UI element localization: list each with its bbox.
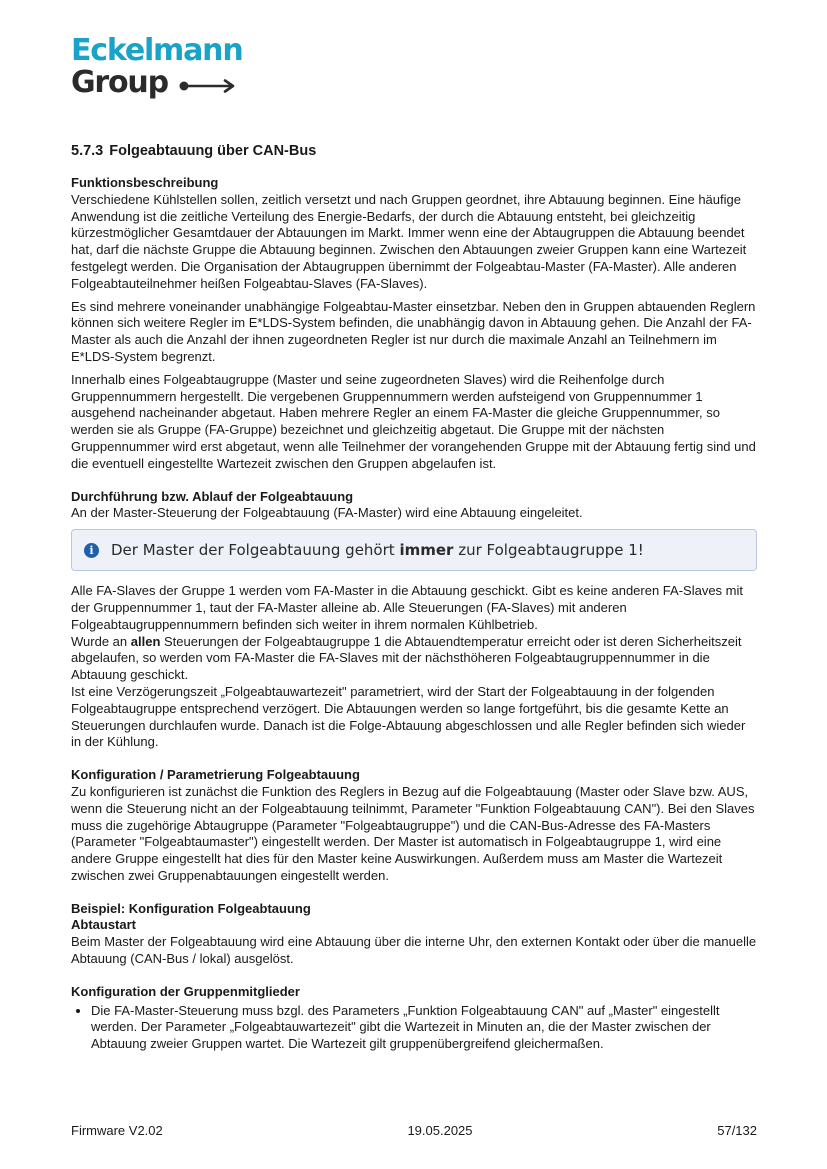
bullet-list — [71, 1003, 757, 1053]
logo-text-group: Group — [71, 65, 168, 100]
paragraph: Innerhalb eines Folgeabtaugruppe (Master und seine zugeordneten Slaves) wird die Reihenfolge durch Gruppennummern hergestellt. Die vergebenen Gruppennummern werden aufsteigend von Gruppennummer 1 ausgehend nacheinander abgetaut. Haben mehrere Regler an einem FA-Master die gleiche Gruppennummer, so werden sie als Gruppe (FA-Gruppe) bezeichnet und gleichzeitig abgetaut. Die Gruppe mit der nächsten Gruppennummer wird erst abgetaut, wenn alle Teilnehmer der vorangehenden Gruppe mit der Abtauung fertig sind und die eventuell eingestellte Wartezeit zwischen den Gruppen abgelaufen ist. — [71, 371, 756, 471]
info-callout — [71, 529, 757, 571]
paragraph: An der Master-Steuerung der Folgeabtauung (FA-Master) wird eine Abtauung eingeleitet. — [71, 505, 583, 521]
info-callout-text — [111, 541, 644, 559]
paragraph: Ist eine Verzögerungszeit „Folgeabtauwartezeit" parametriert, wird der Start der Folgeabtauung in der folgenden Folgeabtaugruppe entsprechend verzögert. Die Abtauungen werden so lange fortgeführt, bis die gesamte Kette an Steuerungen durchlaufen wurde. Danach ist die Folge-Abtauung abgeschlossen und alle Regler befinden sich wieder in der Kühlung. — [71, 683, 746, 750]
document-body — [71, 138, 757, 1053]
company-logo — [71, 33, 243, 100]
logo-text-eckelmann: Eckelmann — [71, 33, 243, 68]
section-title — [71, 143, 757, 159]
heading-beispiel: Beispiel: Konfiguration Folgeabtauung — [71, 900, 311, 916]
paragraph — [71, 634, 757, 684]
paragraph: Verschiedene Kühlstellen sollen, zeitlich versetzt und nach Gruppen geordnet, ihre Abtauung beginnen. Eine häufige Anwendung ist die zeitliche Verteilung des Energie-Bedarfs, der durch die Abtauung entsteht, bei gleichzeitig kürzestmöglicher Gesamtdauer der Abtauungen im Markt. Immer wenn eine der Abtaugruppen die Abtauung beendet hat, darf die nächste Gruppe die Abtauung beginnen. Zwischen den Abtauungen zweier Gruppen kann eine Wartezeit festgelegt werden. Die Organisation der Abtaugruppen übernimmt der Folgeabtau-Master (FA-Master). Alle anderen Folgeabtauteilnehmer heißen Folgeabtau-Slaves (FA-Slaves). — [71, 191, 747, 291]
footer-date: 19.05.2025 — [407, 1123, 473, 1138]
footer-page-number: 57/132 — [717, 1123, 757, 1138]
heading-gruppenmitglieder: Konfiguration der Gruppenmitglieder — [71, 983, 300, 999]
paragraph: Es sind mehrere voneinander unabhängige Folgeabtau-Master einsetzbar. Neben den in Gruppen abtauenden Reglern können sich weitere Regler im E*LDS-System befinden, die unabhängig davon in Abtauung gehen. Die Anzahl der FA-Master als auch die Anzahl der ihnen zugeordneten Regler ist nur durch die maximale Anzahl an Teilnehmern im E*LDS-System begrenzt. — [71, 298, 756, 364]
text-run: Wurde an — [71, 633, 128, 649]
page-footer — [71, 1123, 757, 1138]
heading-durchfuehrung: Durchführung bzw. Ablauf der Folgeabtauung — [71, 488, 354, 504]
footer-firmware: Firmware V2.02 — [71, 1123, 163, 1138]
info-icon: i — [84, 543, 99, 558]
heading-abtaustart: Abtaustart — [71, 917, 137, 933]
heading-funktionsbeschreibung: Funktionsbeschreibung — [71, 175, 219, 190]
info-text-after: zur Folgeabtaugruppe 1! — [458, 541, 644, 560]
logo-arrow-icon — [178, 79, 236, 93]
paragraph: Beim Master der Folgeabtauung wird eine Abtauung über die interne Uhr, den externen Kontakt oder über die manuelle Abtauung (CAN-Bus / lokal) ausgelöst. — [71, 934, 757, 967]
info-text-before: Der Master der Folgeabtauung gehört — [111, 541, 395, 560]
paragraph: Alle FA-Slaves der Gruppe 1 werden vom FA-Master in die Abtauung geschickt. Gibt es keine anderen FA-Slaves mit der Gruppennummer 1, taut der FA-Master alleine ab. Alle Steuerungen (FA-Slaves) mit anderen Folgeabtaugruppennummern befinden sich weiter in ihrem normalen Kühlbetrieb. — [71, 583, 743, 632]
text-run: Steuerungen der Folgeabtaugruppe 1 die Abtauendtemperatur erreicht oder ist deren Sicherheitszeit abgelaufen, so werden vom FA-Master die FA-Slaves mit der nächsthöheren Folgeabtaugruppennummer in die Abtauung geschickt. — [71, 633, 742, 683]
section-title-text: Folgeabtauung über CAN-Bus — [109, 143, 317, 159]
text-bold: allen — [130, 633, 161, 649]
section-number: 5.7.3 — [71, 143, 104, 159]
paragraph: Zu konfigurieren ist zunächst die Funktion des Reglers in Bezug auf die Folgeabtauung (Master oder Slave bzw. AUS, wenn die Steuerung nicht an der Folgeabtauung teilnimmt, Parameter "Funktion Folgeabtauung CAN"). Bei den Slaves muss die zugehörige Abtaugruppe (Parameter "Folgeabtaugruppe") und die CAN-Bus-Adresse des FA-Masters (Parameter "Folgeabtaumaster") eingestellt werden. Der Master ist automatisch in Folgeabtaugruppe 1, wird eine andere Gruppe eingestellt hat dies für den Master keine Auswirkungen. Außerdem muss am Master die Wartezeit zwischen zwei Gruppenabtauungen eingestellt werden. — [71, 783, 755, 883]
info-text-bold: immer — [399, 541, 454, 560]
list-item: • Die FA-Master-Steuerung muss bzgl. des Parameters „Funktion Folgeabtauung CAN" auf „Master" eingestellt werden. Der Parameter „Folgeabtauwartezeit" gibt die Wartezeit in Minuten an, die der Master zwischen der Abtauung zweier Gruppen wartet. Die Wartezeit gilt gruppenübergreifend gleichermaßen. — [91, 1003, 757, 1053]
heading-konfiguration: Konfiguration / Parametrierung Folgeabtauung — [71, 767, 360, 783]
